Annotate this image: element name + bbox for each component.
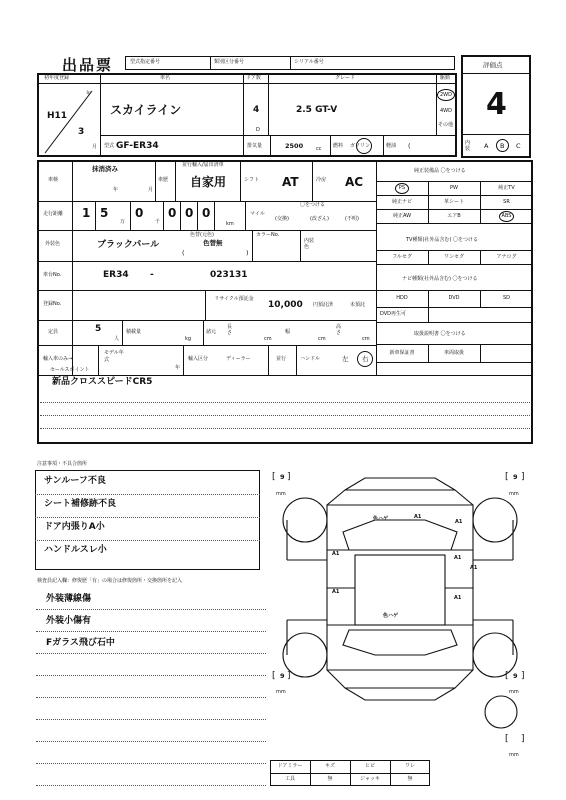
mark-front-right-a1: A1 [455,519,463,525]
mark-right-rear-door-a1: A1 [454,595,462,601]
fuel-gasoline: ガソリン [350,143,371,149]
import-dealer: ディーラー [226,356,251,362]
options-panel [376,160,533,375]
car-name: スカイライン [110,103,182,117]
option-ps: PS [398,185,406,191]
mileage-opt-tampered: (改ざん) [310,216,329,222]
capacity-label: 定員 [48,329,59,335]
load-label: 積載量 [126,329,142,335]
mileage-digit-4: 0 [168,206,177,220]
shift-value: AT [282,175,299,189]
mark-right-side-a1: A1 [470,565,478,571]
chassis-number: 023131 [210,270,248,280]
chassis-dash: - [150,270,154,280]
mileage-digit-5: 0 [185,206,194,220]
option-abs: ABS [501,213,512,219]
doc-warranty: 新車保証書 [389,350,415,356]
mark-roof-paint: 色ハゲ [383,613,399,619]
option-sunroof: SR [503,199,510,205]
recycle-label: リサイクル預託金 [214,296,254,302]
navi-hdd: HDD [396,295,408,301]
option-genuine-tv: 純正TV [498,185,515,191]
displacement-value: 2500 [285,142,304,150]
import-parallel: 並行 [276,356,287,362]
note-item-1: サンルーフ不良 [44,476,106,486]
doc-vehicle-manual: 車両取扱 [443,350,464,356]
mileage-digit-1: 1 [82,206,91,220]
tv-type-title: TV種類(社外品含む) 〇をつける [406,237,478,243]
legend-value-1: 工具 [284,776,295,782]
color-change-value: 色替無 [203,239,223,247]
mark-hood-a1: A1 [414,514,422,520]
steering-left: 左 [342,355,349,363]
length-unit: cm [264,336,272,342]
tire-fl-unit: mm [276,491,286,497]
mile-label: マイル [250,211,265,217]
mark-left-rear-door-a1: A1 [332,589,340,595]
car-name-label: 車名 [160,75,171,81]
drive-other: その他 [438,122,454,128]
doors-label: ドア数 [246,75,261,81]
navi-type-title: ナビ種類(社外品含む) 〇をつける [402,276,478,282]
option-ps-circle [395,183,409,194]
recycle-unpaid: 未預託 [350,302,366,308]
width-label: 幅 [285,329,291,335]
first-reg-month-unit: 月 [92,144,98,150]
serial-number-label: シリアル番号 [294,59,324,65]
chassis-prefix: ER34 [103,270,129,280]
tire-rr-unit: mm [509,689,519,695]
note-item-2: シート補修跡不良 [44,499,117,509]
steering-label: ハンドル [300,356,321,362]
option-pw: PW [450,185,458,191]
legend-value-4: 無 [407,776,413,782]
recycle-value: 10,000 [268,300,303,310]
fuel-selected-circle [356,138,372,154]
first-reg-era: H11 [47,111,68,121]
inspector-label: 検査員記入欄：修復歴「有」の場合は修復箇所・交換箇所を記入 [37,578,183,584]
exterior-color-label: 外装色 [45,241,61,247]
interior-grade-label: 内装 [465,140,471,152]
category-number-label: 類別区分番号 [214,59,245,65]
legend-header-3: ヒビ [364,763,375,769]
first-reg-month: 3 [78,127,85,137]
tire-rl-unit: mm [276,689,286,695]
steering-selected-circle [357,351,373,367]
usage-label: 車歴 [158,177,169,183]
drive-selected-circle [437,89,455,101]
tire-depth-rear-right: 9 [513,672,518,680]
fuel-bracket: ( [408,142,411,150]
tire-depth-front-left: 9 [280,473,285,481]
model-value: GF-ER34 [116,141,159,151]
load-unit: kg [185,336,192,342]
navi-dvd: DVD [448,295,460,301]
mileage-sen-unit: 千 [155,219,161,225]
mileage-digit-2: 5 [100,206,109,220]
dimension-label: 諸元 [206,329,217,335]
displacement-label: 排気量 [247,143,263,149]
fuel-diesel: 軽油 [386,143,397,149]
shaken-month-unit: 月 [148,187,154,193]
mileage-man-unit: 万 [120,219,126,225]
ac-value: AC [345,175,364,189]
score-value: 4 [486,87,507,122]
model-year-unit: 年 [175,365,181,371]
option-airbag: エアB [447,213,461,219]
color-change-label: 色替(元色) [190,232,214,238]
interior-grade-b: B [500,142,505,150]
mileage-circle-note: 〇をつける [300,202,326,208]
option-leather-seat: 革シート [443,199,464,205]
grade-value: 2.5 GT-V [296,105,338,115]
interior-color-label: 内装色 [304,238,315,250]
option-genuine-navi: 純正ナビ [391,199,412,205]
drive-4wd: 4WD [440,108,452,114]
legend-value-3: ジャッキ [360,776,380,782]
color-paren-close: ) [246,249,249,257]
mark-hood-paint: 色ハゲ [373,516,389,522]
note-item-3: ドア内張りA小 [44,522,105,532]
shift-label: シフト [244,177,260,183]
legend-header-1: ドアミラー [277,763,303,769]
interior-grade-c: C [516,142,521,150]
drive-2wd: 2WD [440,92,452,98]
tire-front-left [283,498,327,542]
mileage-label: 走行距離 [43,211,64,217]
import-note: 並行輸入/届出済車 [182,162,224,168]
tire-depth-rear-left: 9 [280,672,285,680]
shaken-value: 抹消済み [92,165,118,173]
interior-grade-selected-circle [496,139,509,152]
tire-fr-unit: mm [509,491,519,497]
doors-value: 4 [253,105,260,115]
fuel-label: 燃料 [333,143,344,149]
mileage-km-unit: km [226,221,234,227]
color-no-label: カラーNo. [256,232,280,238]
steering-right: 右 [362,355,369,363]
sales-point-label: セールスポイント [50,367,90,373]
inspector-item-3: Fガラス飛び石中 [46,638,115,648]
usage-value: 自家用 [190,175,227,189]
grade-label: グレード [335,75,356,81]
first-reg-year-unit: 年 [86,91,92,97]
doors-suffix: D [256,127,260,133]
first-reg-label: 初年度登録 [44,75,70,81]
option-genuine-aw: 純正AW [392,213,412,219]
spare-unit: mm [509,752,519,758]
interior-grade-a: A [484,142,489,150]
car-damage-diagram [265,460,545,760]
type-designation-label: 型式指定番号 [130,59,161,65]
mark-left-front-door-a1: A1 [332,551,340,557]
length-label: 長さ [227,324,233,336]
sales-point-value: 新品クロススピードCR5 [52,377,153,387]
color-paren-open: ( [182,249,185,257]
legend-header-2: キズ [325,763,335,769]
ac-label: 冷房 [316,177,327,183]
score-label: 評価点 [483,61,503,69]
spare-tire [485,696,517,728]
model-year-label: モデル年式 [104,350,124,363]
inspector-item-2: 外装小傷有 [46,616,92,626]
legend-value-2: 無 [327,776,333,782]
mileage-digit-3: 0 [135,206,144,220]
genuine-options-title: 純正装備品 〇をつける [414,168,466,174]
tire-front-right [473,498,517,542]
displacement-unit: cc [316,146,322,152]
capacity-value: 5 [95,324,102,334]
shaken-label: 車検 [48,177,59,183]
legend-header-4: ワレ [404,763,415,769]
note-item-4: ハンドルスレ小 [44,545,107,555]
shaken-year-unit: 年 [113,187,119,193]
tire-rear-right [473,633,517,677]
mileage-opt-exchange: (交換) [275,216,289,222]
navi-dvd-playback: DVD再生可 [380,311,407,317]
tire-depth-front-right: 9 [513,473,518,481]
mileage-opt-unknown: (不明) [345,216,359,222]
height-label: 高さ [336,324,342,336]
navi-sd: SD [502,295,511,301]
notes-label: 注意事項・不具合箇所 [37,461,88,467]
model-label: 型式 [104,143,115,149]
capacity-unit: 人 [114,336,120,342]
import-type-label: 輸入区分 [188,356,209,362]
recycle-status: 円預託済 [313,302,334,308]
tv-fullseg: フルセグ [392,254,412,260]
inspector-item-1: 外装薄線傷 [46,594,92,604]
form-title: 出品票 [62,56,114,74]
tv-analog: アナログ [496,254,517,260]
option-abs-circle [499,211,514,222]
mileage-digit-6: 0 [202,206,211,220]
registration-label: 登録No. [43,301,62,307]
chassis-label: 車台No. [43,272,62,278]
exterior-color-value: ブラックパール [97,240,160,250]
documents-title: 取扱説明書 〇をつける [414,331,466,337]
tv-oneseg: ワンセグ [443,254,464,260]
height-unit: cm [362,336,370,342]
width-unit: cm [318,336,326,342]
import-only-label: 輸入車のみ→ [43,356,73,362]
drive-label: 駆動 [440,75,451,81]
mark-right-front-door-a1: A1 [454,555,462,561]
